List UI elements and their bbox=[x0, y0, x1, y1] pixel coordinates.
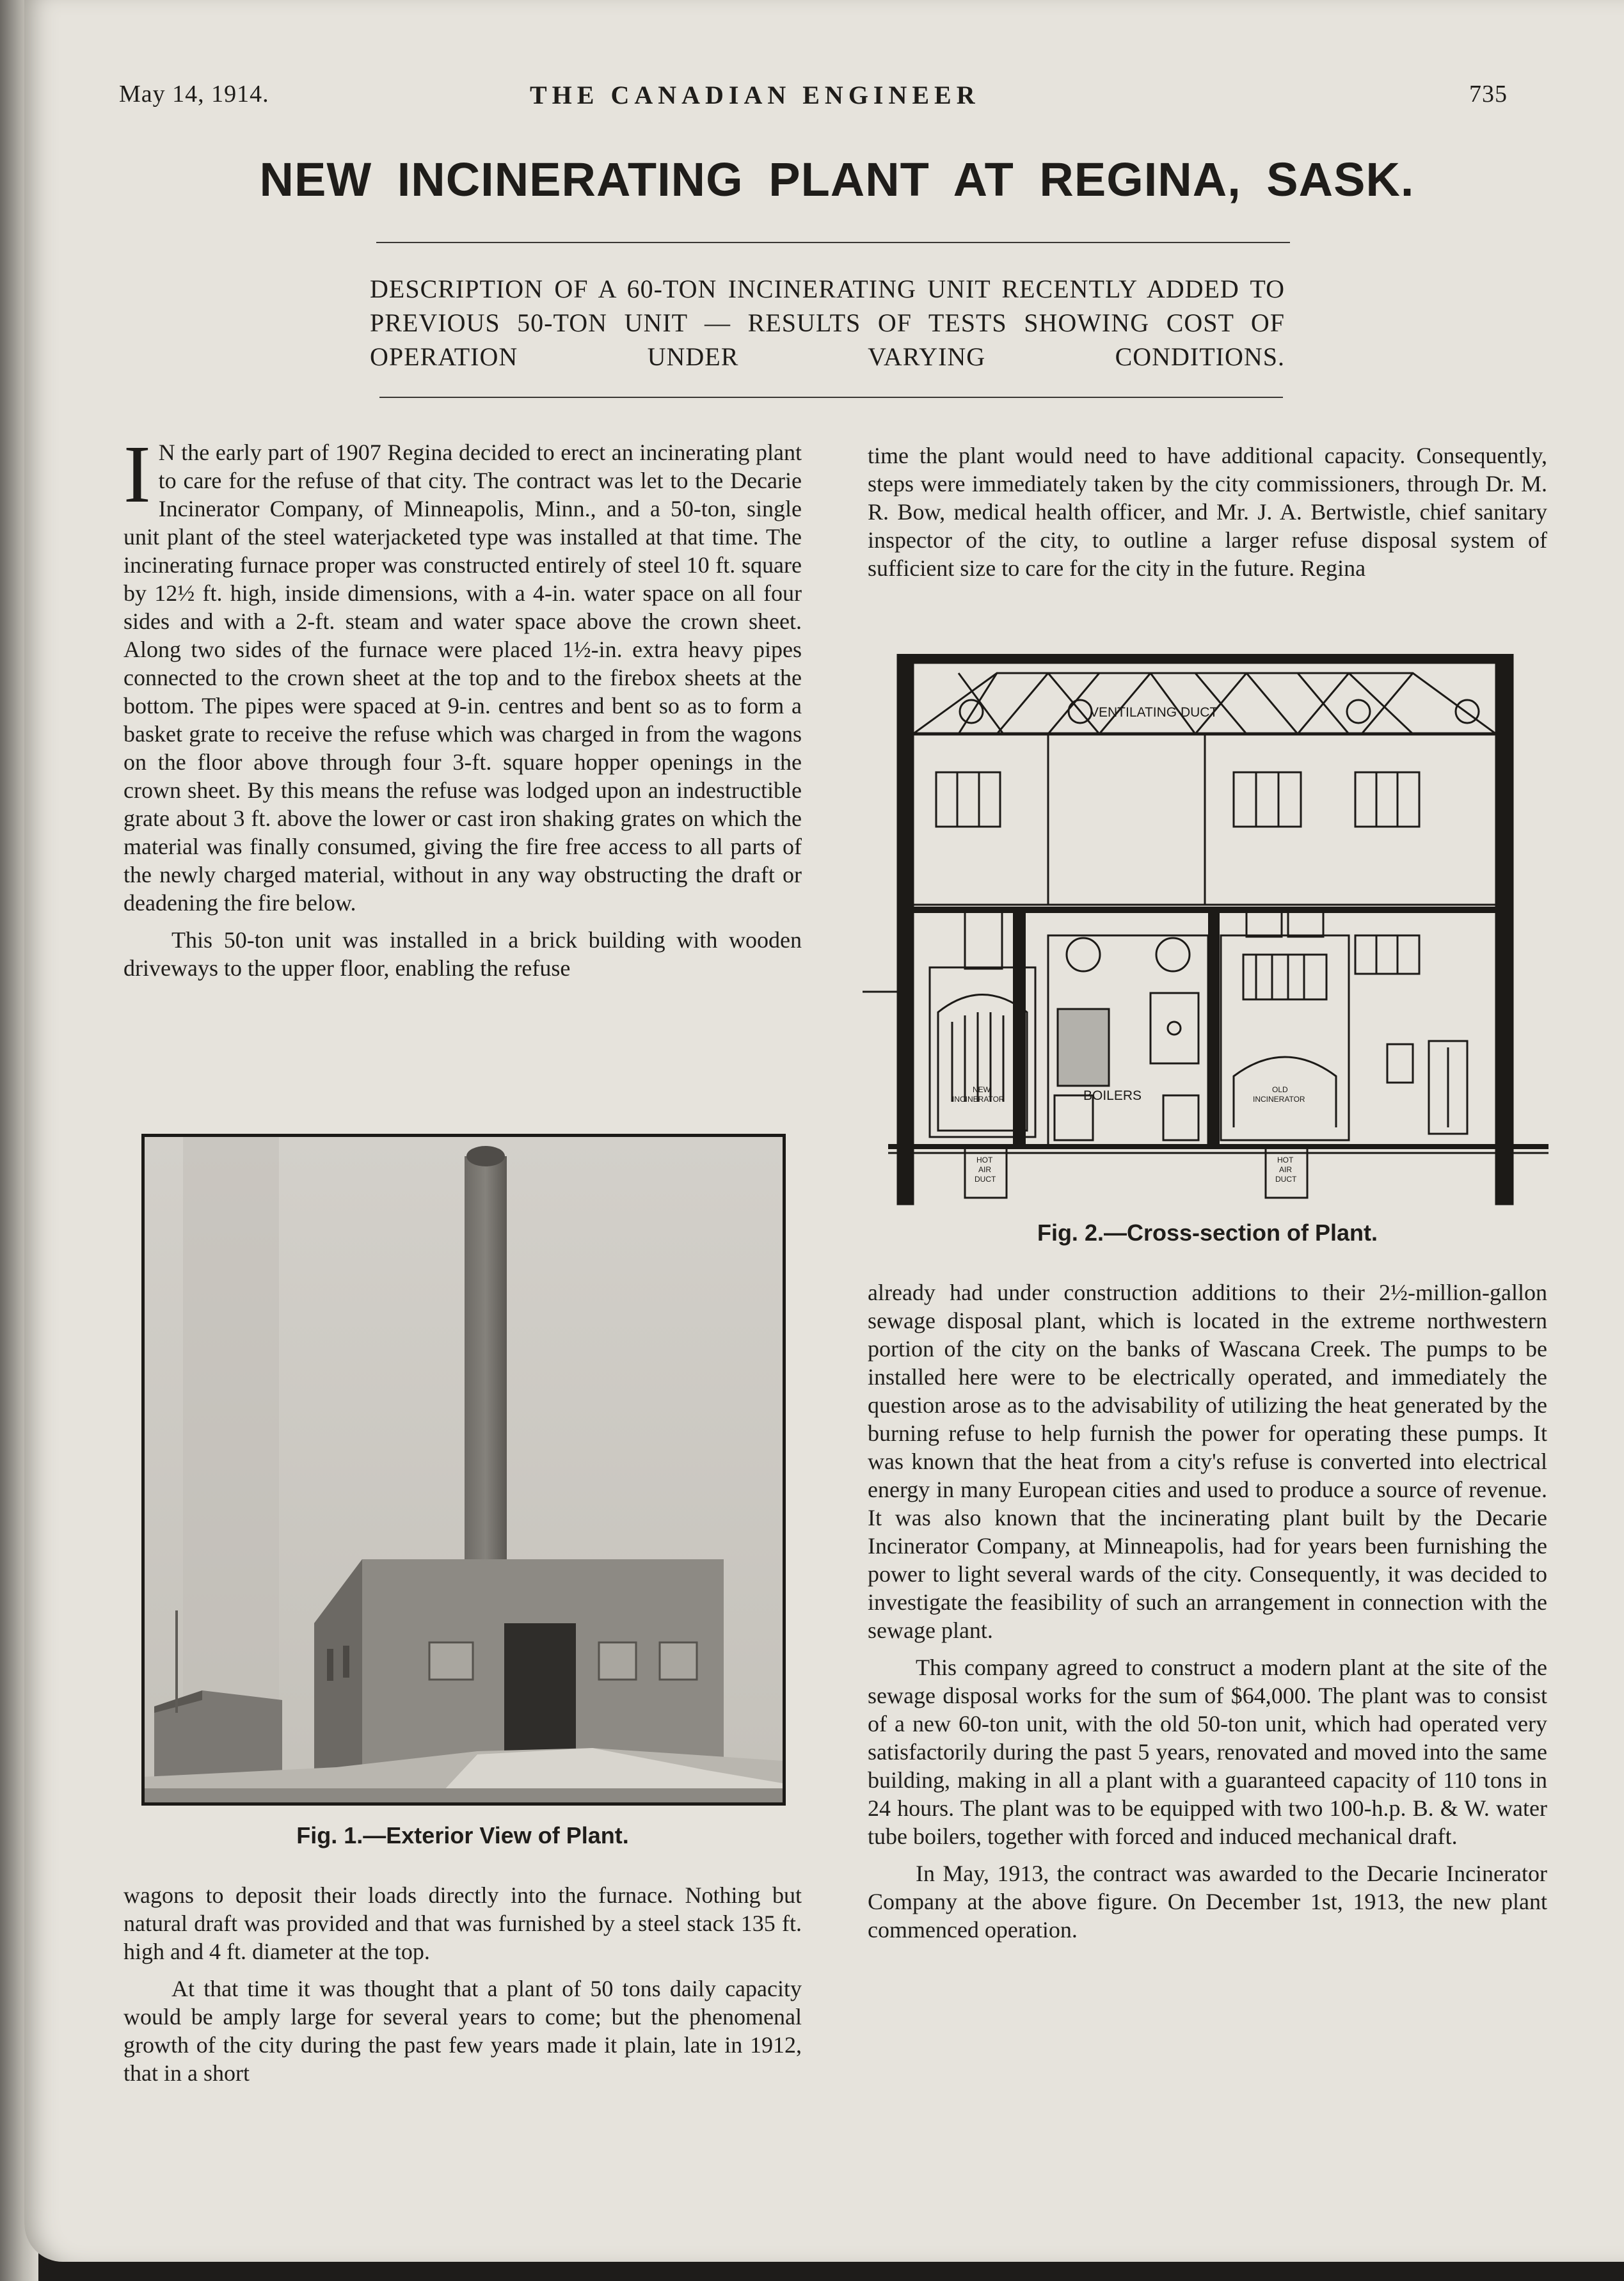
paragraph bbox=[123, 429, 802, 917]
old-incinerator-label-1: OLD bbox=[1272, 1085, 1288, 1094]
issue-date: May 14, 1914. bbox=[119, 81, 269, 107]
cross-section-diagram bbox=[863, 654, 1548, 1211]
paragraph: time the plant would need to have additional capacity. Consequently, steps were immediately taken by the city commissioners, through Dr. M. R. Bow, medical health officer, and Mr. J. A. Bertwistle, chief sanitary inspector of the city, to outline a larger refuse disposal system of sufficient size to care for the city in the future. Regina bbox=[868, 443, 1547, 581]
paragraph: This company agreed to construct a modern plant at the site of the sewage disposal works for the sum of $64,000. The plant was to consist of a new 60-ton unit, with the old 50-ton unit, which had operated very satisfactorily during the past 5 years, renovated and moved into the same building, making in all a plant with a guaranteed capacity of 110 tons in 24 hours. The plant was to be equipped with two 100-h.p. B. & W. water tube boilers, together with forced and induced mechanical draft. bbox=[868, 1655, 1547, 1849]
plant-exterior-illustration bbox=[145, 1137, 783, 1802]
figure-2-caption: Fig. 2.—Cross-section of Plant. bbox=[1037, 1220, 1378, 1246]
divider-rule bbox=[376, 242, 1290, 243]
paragraph: At that time it was thought that a plant of 50 tons daily capacity would be amply large for several years to come; but the phenomenal growth of the city during the past few years made it plain, late in 1912, that in a short bbox=[123, 1976, 802, 2086]
hot-air-label: DUCT bbox=[975, 1175, 996, 1184]
journal-name: THE CANADIAN ENGINEER bbox=[530, 81, 980, 109]
paragraph: already had under construction additions to their 2½-million-gallon sewage disposal plant, which is located in the extreme northwestern portion of the city on the banks of Wascana Creek. The pumps to be installed here were to be electrically operated, and immediately the question arose as to the advisability of utilizing the heat generated by the burning refuse to help furnish the power for operating these pumps. It was known that the heat from a city's refuse is converted into electrical energy in many European cities and used to produce a source of revenue. It was also known that the incinerating plant built by the Decarie Incinerator Company, at Minneapolis, had for years been furnishing the power to light several wards of the city. Consequently, it was decided to investigate the feasibility of such an arrangement in connection with the sewage plant. bbox=[868, 1280, 1547, 1643]
drop-cap: I bbox=[123, 429, 151, 520]
hot-air-label: AIR bbox=[978, 1165, 992, 1174]
duct-label: VENTILATING DUCT bbox=[1090, 705, 1218, 720]
paragraph-text: N the early part of 1907 Regina decided to erect an incinerating plant to care for the refuse of that city. The contract was let to the Decarie Incinerator Company, of Minneapolis, Minn., and a 50-ton, single unit plant of the steel waterjacketed type was installed at that time. The incinerating furnace proper was constructed entirely of steel 10 ft. square by 12½ ft. high, inside dimensions, with a 4-in. water space on all four sides and with a 2-ft. steam and water space above the crown sheet. Along two sides of the furnace were placed 1½-in. extra heavy pipes connected to the crown sheet at the top and to the firebox sheets at the bottom. The pipes were spaced at 9-in. centres and bent so as to form a basket grate to receive the refuse which was charged in from the wagons on the floor above through four 3-ft. square hopper openings in the crown sheet. By this means the refuse was lodged upon an indestructible grate about 3 ft. above the lower or cast iron shaking grates on which the material was finally consumed, giving the fire free access to all parts of the newly charged material, without in any way obstructing the draft or deadening the fire below. bbox=[123, 440, 802, 916]
boilers-label: BOILERS bbox=[1083, 1088, 1142, 1103]
hot-air-label: HOT bbox=[1277, 1156, 1294, 1164]
divider-rule bbox=[379, 397, 1283, 398]
cross-section-drawing bbox=[863, 654, 1548, 1211]
hot-air-label: DUCT bbox=[1275, 1175, 1297, 1184]
left-column-top bbox=[123, 429, 802, 982]
page-number: 735 bbox=[1469, 81, 1508, 107]
hot-air-label: HOT bbox=[976, 1156, 993, 1164]
article-title: NEW INCINERATING PLANT AT REGINA, SASK. bbox=[259, 153, 1415, 206]
exterior-photo bbox=[141, 1134, 786, 1806]
figure-1-caption: Fig. 1.—Exterior View of Plant. bbox=[296, 1822, 629, 1848]
article-subtitle: DESCRIPTION OF A 60-TON INCINERATING UNIT RECENTLY ADDED TO PREVIOUS 50-TON UNIT — RESULTS OF TESTS SHOWING COST OF OPERATION UNDER VARYING CONDITIONS. bbox=[370, 274, 1285, 371]
paragraph: This 50-ton unit was installed in a brick building with wooden driveways to the upper floor, enabling the refuse bbox=[123, 927, 802, 981]
left-column-bottom bbox=[123, 1881, 802, 2087]
hot-air-label: AIR bbox=[1279, 1165, 1293, 1174]
right-column-top bbox=[868, 441, 1547, 582]
right-column-bottom bbox=[868, 1278, 1547, 1944]
magazine-page bbox=[24, 0, 1624, 2262]
new-incinerator-label-1: NEW bbox=[973, 1085, 991, 1094]
paragraph: wagons to deposit their loads directly into the furnace. Nothing but natural draft was provided and that was furnished by a steel stack 135 ft. high and 4 ft. diameter at the top. bbox=[123, 1882, 802, 1964]
old-incinerator-label-2: INCINERATOR bbox=[1253, 1095, 1305, 1104]
paragraph: In May, 1913, the contract was awarded to the Decarie Incinerator Company at the above figure. On December 1st, 1913, the new plant commenced operation. bbox=[868, 1861, 1547, 1943]
new-incinerator-label-2: INCINERATOR bbox=[952, 1095, 1005, 1104]
